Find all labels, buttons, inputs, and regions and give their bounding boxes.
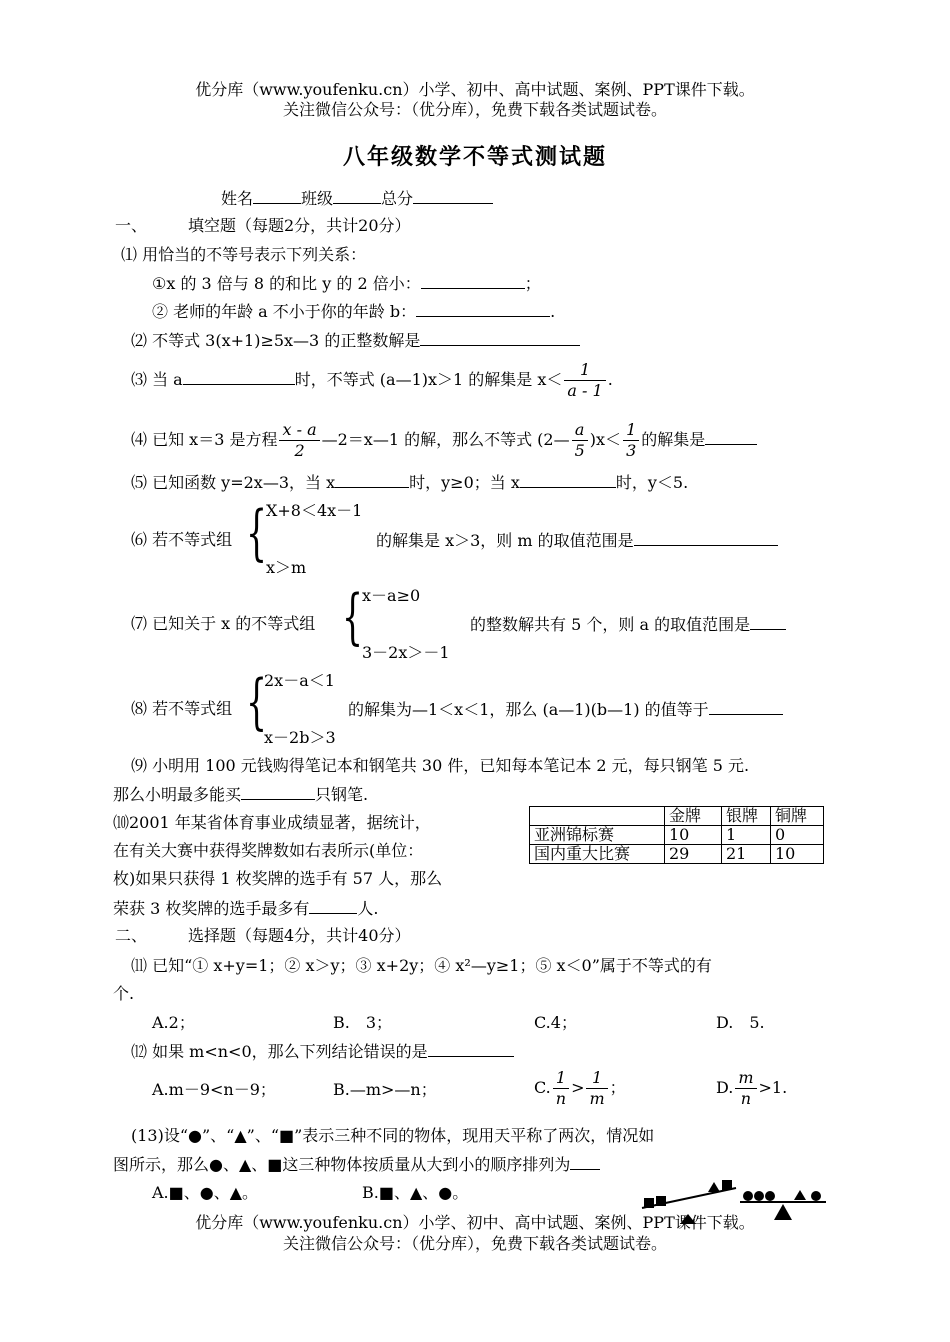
q4-f1-num: x - a	[279, 420, 319, 441]
q12-c-f1-num: 1	[553, 1068, 569, 1089]
info-line	[221, 188, 493, 208]
q1-stem: ⑴ 用恰当的不等号表示下列关系：	[121, 245, 367, 264]
q5-pre: ⑸ 已知函数 y=2x—3，当 x	[131, 473, 336, 492]
table-cell: 10	[665, 826, 722, 845]
class-blank[interactable]	[333, 188, 381, 204]
q8-pre: ⑻ 若不等式组	[131, 699, 233, 718]
q6-post-text: 的解集是 x＞3，则 m 的取值范围是	[376, 531, 634, 550]
q9-blank[interactable]	[241, 784, 315, 800]
q9-line2-text: 那么小明最多能买	[113, 785, 242, 804]
q10-blank[interactable]	[309, 898, 357, 914]
page-title: 八年级数学不等式测试题	[342, 145, 607, 170]
q7-post	[470, 614, 786, 634]
q12-d-den: n	[740, 1089, 752, 1108]
table-row	[530, 826, 824, 845]
table-cell: 29	[665, 845, 722, 864]
q12-c-end: ；	[609, 1078, 626, 1097]
q12-c-label: C.	[534, 1078, 551, 1097]
q11-line2: 个.	[113, 984, 135, 1003]
section1-heading: 填空题（每题2分，共计20分）	[188, 216, 411, 235]
q3-fraction	[564, 360, 605, 401]
q12-stem-text: ⑿ 如果 m<n<0，那么下列结论错误的是	[131, 1042, 428, 1061]
q12-c-f2-num: 1	[586, 1068, 607, 1089]
q6-post	[376, 530, 778, 550]
q1-b-end: .	[550, 302, 556, 321]
q12-stem	[131, 1041, 514, 1061]
q2-text: ⑵ 不等式 3(x+1)≥5x—3 的正整数解是	[131, 331, 421, 350]
q10-line1: ⑽2001 年某省体育事业成绩显著，据统计，	[113, 813, 431, 832]
q12-d-fraction	[735, 1068, 756, 1109]
q9-line2	[113, 784, 368, 804]
q7-line1: x－a≥0	[362, 586, 421, 605]
q4-mid2: )x＜	[589, 430, 622, 449]
q12-option-b[interactable]: B.—m>—n；	[333, 1080, 437, 1099]
q1-b	[152, 301, 555, 321]
q12-blank[interactable]	[428, 1041, 514, 1057]
q7-brace: {	[342, 582, 364, 652]
table-cell: 0	[771, 826, 824, 845]
q8-post-text: 的解集为—1＜x＜1，那么 (a—1)(b—1) 的值等于	[348, 700, 709, 719]
q6-blank[interactable]	[634, 530, 778, 546]
q8-post	[348, 699, 783, 719]
q4-f3-num: 1	[623, 420, 639, 441]
table-header-cell	[530, 807, 665, 826]
q11-option-c[interactable]: C.4；	[534, 1013, 577, 1032]
q6-pre: ⑹ 若不等式组	[131, 530, 233, 549]
q1-b-text: ② 老师的年龄 a 不小于你的年龄 b：	[152, 302, 417, 321]
table-header-row	[530, 807, 824, 826]
q7-pre: ⑺ 已知关于 x 的不等式组	[131, 614, 316, 633]
q12-c-fraction-2	[586, 1068, 607, 1109]
q12-d-label: D.	[716, 1078, 734, 1097]
q5	[131, 472, 688, 492]
q12-d-num: m	[735, 1068, 756, 1089]
q4-mid: —2＝x—1 的解，那么不等式 (2—	[321, 430, 570, 449]
name-label: 姓名	[221, 189, 254, 208]
q3-blank[interactable]	[183, 369, 295, 385]
q11-option-d[interactable]: D. 5.	[716, 1013, 765, 1032]
q13-line1: (13)设“●”、“▲”、“■”表示三种不同的物体，现用天平称了两次，情况如	[131, 1126, 655, 1145]
q8-line2: x－2b＞3	[264, 728, 336, 747]
q1-a	[152, 273, 541, 293]
table-row	[530, 845, 824, 864]
q5-blank-2[interactable]	[520, 472, 616, 488]
q4-f2-den: 5	[574, 441, 585, 460]
q13-option-b[interactable]: B.■、▲、●。	[362, 1183, 469, 1202]
table-cell: 10	[771, 845, 824, 864]
q12-c-f1-den: n	[555, 1089, 567, 1108]
q13-line2-text: 图所示，那么●、▲、■这三种物体按质量从大到小的顺序排列为	[113, 1155, 571, 1174]
q2	[131, 330, 580, 350]
q6-line2: x＞m	[266, 558, 307, 577]
q10-line4-end: 人.	[357, 899, 379, 918]
q4-pre: ⑷ 已知 x＝3 是方程	[131, 430, 278, 449]
table-cell: 亚洲锦标赛	[530, 826, 665, 845]
q7-blank[interactable]	[750, 614, 786, 630]
name-blank[interactable]	[253, 188, 301, 204]
q8-line1: 2x－a＜1	[264, 671, 335, 690]
table-cell: 1	[722, 826, 771, 845]
q3-pre: ⑶ 当 a	[131, 370, 183, 389]
q10-line4	[113, 898, 378, 918]
q4-f2-num: a	[572, 420, 588, 441]
q11-line1: ⑾ 已知“① x+y=1；② x＞y；③ x+2y；④ x²—y≥1；⑤ x＜0”属于不等式的有	[131, 956, 712, 975]
section2-heading: 选择题（每题4分，共计40分）	[188, 926, 411, 945]
q5-mid: 时，y≥0；当 x	[409, 473, 520, 492]
header-line-2: 关注微信公众号：（优分库），免费下载各类试题试卷。	[282, 100, 667, 119]
q5-end: 时，y＜5.	[615, 473, 689, 492]
q5-blank-1[interactable]	[335, 472, 409, 488]
q7-post-text: 的整数解共有 5 个，则 a 的取值范围是	[470, 615, 751, 634]
section1-number: 一、	[115, 216, 148, 235]
q10-line4-text: 荣获 3 枚奖牌的选手最多有	[113, 899, 310, 918]
q3	[131, 360, 613, 401]
q4-end: 的解集是	[641, 430, 706, 449]
section2-number: 二、	[115, 926, 148, 945]
table-header-gold: 金牌	[665, 807, 722, 826]
q12-option-d[interactable]	[716, 1068, 787, 1109]
q3-mid: 时，不等式 (a—1)x＞1 的解集是 x＜	[294, 370, 563, 389]
q4	[131, 420, 757, 461]
score-label: 总分	[381, 189, 414, 208]
table-header-bronze: 铜牌	[771, 807, 824, 826]
footer-line-2: 关注微信公众号：（优分库），免费下载各类试题试卷。	[282, 1234, 667, 1253]
q12-c-fraction-1	[553, 1068, 569, 1109]
q13-line2	[113, 1154, 600, 1174]
q10-line3: 枚)如果只获得 1 枚奖牌的选手有 57 人，那么	[113, 869, 443, 888]
q12-d-end: >1.	[758, 1078, 788, 1097]
q1-a-text: ①x 的 3 倍与 8 的和比 y 的 2 倍小：	[152, 274, 421, 293]
q7-line2: 3－2x＞－1	[362, 643, 450, 662]
q9-line2-end: 只钢笔.	[315, 785, 369, 804]
table-cell: 国内重大比赛	[530, 845, 665, 864]
q13-blank[interactable]	[570, 1154, 600, 1170]
score-blank[interactable]	[413, 188, 493, 204]
q1-a-blank[interactable]	[421, 273, 525, 289]
q6-brace: {	[246, 498, 268, 568]
q1-b-blank[interactable]	[416, 301, 550, 317]
q3-frac-den: a - 1	[567, 381, 603, 400]
q11-option-a[interactable]: A.2；	[152, 1013, 195, 1032]
q4-blank[interactable]	[705, 429, 757, 445]
medal-table	[529, 806, 824, 864]
q3-end: .	[607, 370, 613, 389]
q9-line1: ⑼ 小明用 100 元钱购得笔记本和钢笔共 30 件，已知每本笔记本 2 元，每只钢笔 5 元.	[131, 756, 750, 775]
q12-option-c[interactable]	[534, 1068, 626, 1109]
q11-option-b[interactable]: B. 3；	[333, 1013, 393, 1032]
q8-blank[interactable]	[709, 699, 783, 715]
q6-line1: X+8＜4x－1	[266, 501, 363, 520]
q4-fraction-3	[623, 420, 639, 461]
q1-a-end: ；	[524, 274, 541, 293]
q12-c-op: >	[571, 1078, 585, 1097]
q10-line2: 在有关大赛中获得奖牌数如右表所示(单位：	[113, 841, 424, 860]
table-cell: 21	[722, 845, 771, 864]
q4-fraction-2	[572, 420, 588, 461]
header-line-1: 优分库（www.youfenku.cn）小学、初中、高中试题、案例、PPT课件下载。	[195, 80, 755, 99]
q3-frac-num: 1	[564, 360, 605, 381]
footer-line-1: 优分库（www.youfenku.cn）小学、初中、高中试题、案例、PPT课件下载。	[195, 1213, 755, 1232]
class-label: 班级	[301, 189, 334, 208]
q12-option-a[interactable]: A.m－9<n－9；	[152, 1080, 276, 1099]
q12-c-f2-den: m	[589, 1089, 605, 1108]
table-header-silver: 银牌	[722, 807, 771, 826]
q4-f3-den: 3	[626, 441, 637, 460]
q4-fraction-1	[279, 420, 319, 461]
q4-f1-den: 2	[294, 441, 305, 460]
q13-option-a[interactable]: A.■、●、▲。	[152, 1183, 259, 1202]
q2-blank[interactable]	[420, 330, 580, 346]
q8-brace: {	[246, 667, 268, 737]
